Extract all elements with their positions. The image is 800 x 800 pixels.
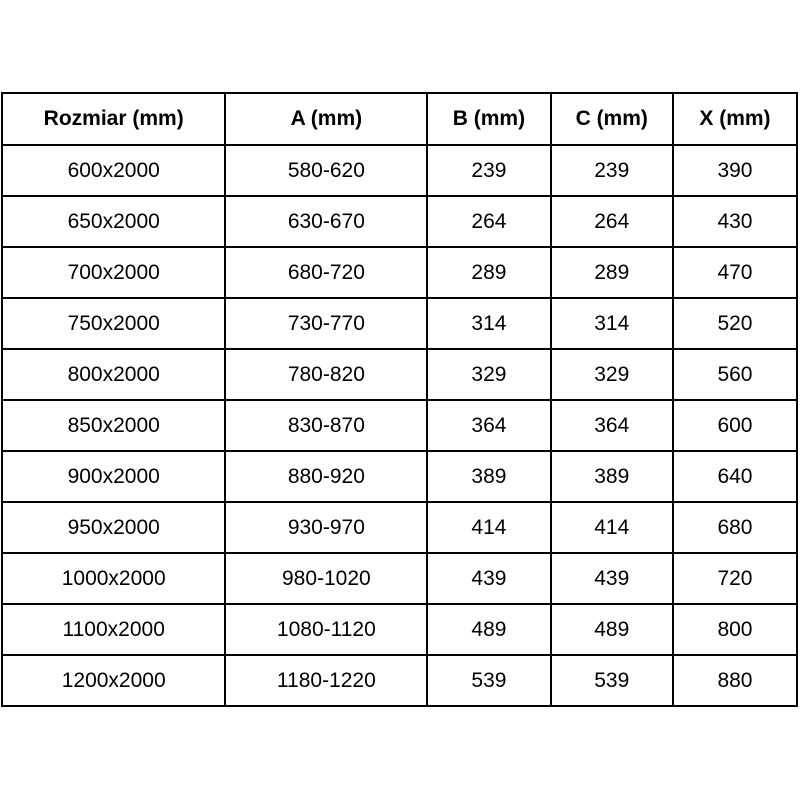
table-cell: 329 xyxy=(427,349,550,400)
column-header-x: X (mm) xyxy=(673,93,797,145)
table-row xyxy=(2,553,797,604)
table-row xyxy=(2,196,797,247)
table-body xyxy=(2,145,797,706)
table-cell: 580-620 xyxy=(225,145,427,196)
table-cell: 264 xyxy=(551,196,673,247)
table-cell: 390 xyxy=(673,145,797,196)
table-cell: 1000x2000 xyxy=(2,553,225,604)
table-row xyxy=(2,655,797,706)
table-row xyxy=(2,145,797,196)
table-cell: 680 xyxy=(673,502,797,553)
table-cell: 1080-1120 xyxy=(225,604,427,655)
column-header-c: C (mm) xyxy=(551,93,673,145)
table-cell: 880-920 xyxy=(225,451,427,502)
table-cell: 430 xyxy=(673,196,797,247)
table-cell: 1200x2000 xyxy=(2,655,225,706)
table-cell: 239 xyxy=(551,145,673,196)
column-header-rozmiar: Rozmiar (mm) xyxy=(2,93,225,145)
header-row xyxy=(2,93,797,145)
table-cell: 264 xyxy=(427,196,550,247)
table-cell: 830-870 xyxy=(225,400,427,451)
table-cell: 650x2000 xyxy=(2,196,225,247)
table-cell: 439 xyxy=(427,553,550,604)
table-cell: 539 xyxy=(551,655,673,706)
table-cell: 539 xyxy=(427,655,550,706)
table-cell: 1100x2000 xyxy=(2,604,225,655)
table-cell: 329 xyxy=(551,349,673,400)
table-cell: 720 xyxy=(673,553,797,604)
table-cell: 750x2000 xyxy=(2,298,225,349)
table-cell: 414 xyxy=(427,502,550,553)
table-cell: 289 xyxy=(427,247,550,298)
table-row xyxy=(2,400,797,451)
table-row xyxy=(2,604,797,655)
table-cell: 414 xyxy=(551,502,673,553)
table-row xyxy=(2,451,797,502)
table-cell: 700x2000 xyxy=(2,247,225,298)
table-row xyxy=(2,502,797,553)
table-row xyxy=(2,247,797,298)
table-cell: 630-670 xyxy=(225,196,427,247)
table-cell: 880 xyxy=(673,655,797,706)
table-cell: 980-1020 xyxy=(225,553,427,604)
table-cell: 730-770 xyxy=(225,298,427,349)
table-cell: 600 xyxy=(673,400,797,451)
table-cell: 389 xyxy=(427,451,550,502)
table-cell: 780-820 xyxy=(225,349,427,400)
table-cell: 800 xyxy=(673,604,797,655)
table-row xyxy=(2,349,797,400)
table-cell: 439 xyxy=(551,553,673,604)
column-header-a: A (mm) xyxy=(225,93,427,145)
column-header-b: B (mm) xyxy=(427,93,550,145)
dimensions-table xyxy=(1,92,798,707)
table-cell: 364 xyxy=(551,400,673,451)
table-cell: 314 xyxy=(551,298,673,349)
table-cell: 850x2000 xyxy=(2,400,225,451)
table-cell: 314 xyxy=(427,298,550,349)
table-row xyxy=(2,298,797,349)
table-cell: 930-970 xyxy=(225,502,427,553)
table-cell: 470 xyxy=(673,247,797,298)
table-cell: 364 xyxy=(427,400,550,451)
table-cell: 239 xyxy=(427,145,550,196)
table-cell: 680-720 xyxy=(225,247,427,298)
table-cell: 1180-1220 xyxy=(225,655,427,706)
table-cell: 489 xyxy=(551,604,673,655)
table-cell: 800x2000 xyxy=(2,349,225,400)
table-cell: 640 xyxy=(673,451,797,502)
table-cell: 520 xyxy=(673,298,797,349)
table-cell: 489 xyxy=(427,604,550,655)
table-cell: 950x2000 xyxy=(2,502,225,553)
table-cell: 289 xyxy=(551,247,673,298)
table-cell: 600x2000 xyxy=(2,145,225,196)
table-cell: 389 xyxy=(551,451,673,502)
table-cell: 900x2000 xyxy=(2,451,225,502)
table-cell: 560 xyxy=(673,349,797,400)
